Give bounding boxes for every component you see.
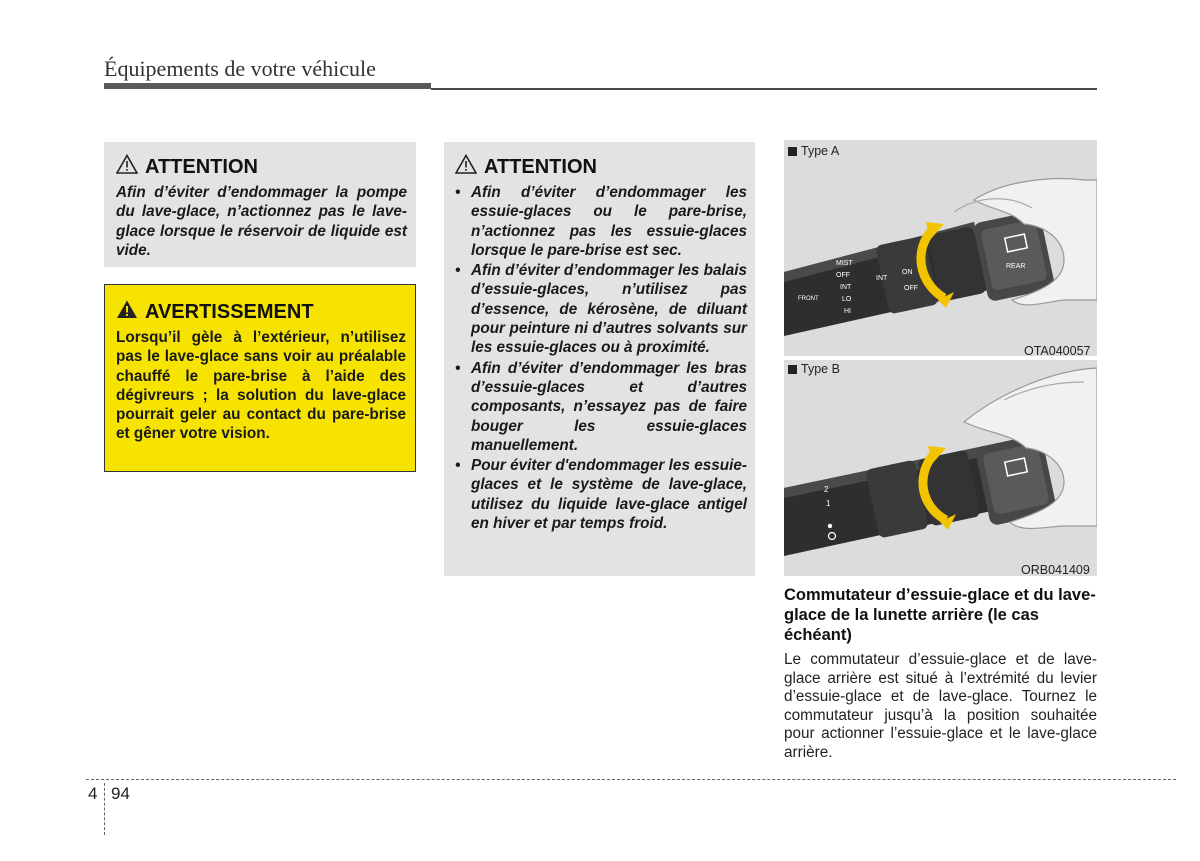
footer-dashed-rule <box>86 779 1176 780</box>
bullet: • <box>455 457 461 475</box>
header-rule-dark <box>104 83 431 89</box>
list-item-text: Pour éviter d'endommager les essuie-glaces et le système de lave-glace, utilisez du liquide lave-glace antigel en hiver et par temps froid. <box>471 457 747 533</box>
wiper-switch-type-a-drawing <box>784 140 1097 356</box>
section-heading: Commutateur d’essuie-glace et du lave-glace de la lunette arrière (le cas échéant) <box>784 586 1096 644</box>
warning-body: Lorsqu’il gèle à l’extérieur, n’utilisez pas le lave-glace sans voir au préalable chauffé le pare-brise à l’aide des dégivreurs ; la solution du lave-glace pourrait geler au contact du pare-brise et gêner votre vision. <box>116 329 406 443</box>
list-item-text: Afin d’éviter d’endommager les bras d’essuie-glaces et d’autres composants, n’essayez pas de faire bouger les essuie-glaces manuellement. <box>471 359 747 454</box>
warning-title-row <box>116 299 406 325</box>
caution-title: ATTENTION <box>484 155 597 178</box>
caution-triangle-icon <box>455 154 477 180</box>
caution-body: Afin d’éviter d’endommager la pompe du lave-glace, n’actionnez pas le lave-glace lorsque le réservoir de liquide est vide. <box>116 184 407 259</box>
figure-b-label <box>788 362 840 376</box>
off-mark-2: OFF <box>904 285 918 292</box>
list-item <box>455 359 747 455</box>
figure-label-text: Type B <box>801 362 840 376</box>
square-bullet-icon <box>788 365 797 374</box>
figure-a-illustration <box>784 140 1097 356</box>
int-mark: INT <box>840 284 852 291</box>
speed-1-mark: 1 <box>826 499 831 508</box>
chapter-number: 4 <box>88 784 98 803</box>
front-mark: FRONT <box>798 296 819 302</box>
caution-title-row <box>455 154 747 180</box>
caution-box-wipers <box>444 142 755 576</box>
int-mark-2: INT <box>876 275 888 282</box>
off-mark: OFF <box>836 272 850 279</box>
warning-box-freezing <box>104 284 416 472</box>
bullet: • <box>455 184 461 201</box>
list-item <box>455 261 747 357</box>
bullet: • <box>455 359 461 377</box>
mist-mark: MIST <box>836 260 853 267</box>
on-mark: ON <box>902 269 913 276</box>
warning-title: AVERTISSEMENT <box>145 300 314 323</box>
section-body: Le commutateur d’essuie-glace et de lave-glace arrière est situé à l’extrémité du levier d’essuie-glace et de lave-glace. Tournez le commutateur jusqu’à la position souhaitée pour actionner l’essuie-glace et le lave-glace arrière. <box>784 651 1097 761</box>
caution-title: ATTENTION <box>145 155 258 178</box>
bullet: • <box>455 262 461 280</box>
hi-mark: HI <box>844 308 851 315</box>
caution-bullet-list <box>455 183 747 533</box>
list-item-text: Afin d’éviter d’endommager les essuie-glaces ou le pare-brise, n’actionnez pas les essuie-glaces lorsque le pare-brise est sec. <box>471 184 747 259</box>
figure-a-label-overlay <box>788 144 839 158</box>
lo-mark: LO <box>842 296 852 303</box>
caution-title-row <box>116 154 407 180</box>
footer-dashed-divider <box>104 783 105 835</box>
figure-label-text: Type A <box>801 144 840 158</box>
list-item-text: Afin d’éviter d’endommager les balais d’essuie-glaces, n’utilisez pas d’essence, de kérosène, de diluant pour peinture ni d’autres solvants sur les essuie-glaces ou à proximité. <box>471 262 747 357</box>
speed-2-mark: 2 <box>824 485 829 494</box>
list-item <box>455 183 747 260</box>
page-number: 94 <box>111 784 130 803</box>
wiper-switch-type-b-drawing <box>784 360 1097 576</box>
rear-mark: REAR <box>1006 263 1026 270</box>
caution-box-washer-pump <box>104 142 416 267</box>
square-bullet-icon <box>788 147 797 156</box>
figure-b-illustration <box>784 360 1097 576</box>
header-rule-thin <box>431 88 1097 90</box>
page-header-title: Équipements de votre véhicule <box>104 56 376 81</box>
caution-triangle-icon <box>116 154 138 180</box>
list-item <box>455 456 747 533</box>
figure-b-code: ORB041409 <box>1021 563 1090 577</box>
warning-triangle-icon <box>116 299 138 325</box>
figure-a-code: OTA040057 <box>1024 344 1091 358</box>
